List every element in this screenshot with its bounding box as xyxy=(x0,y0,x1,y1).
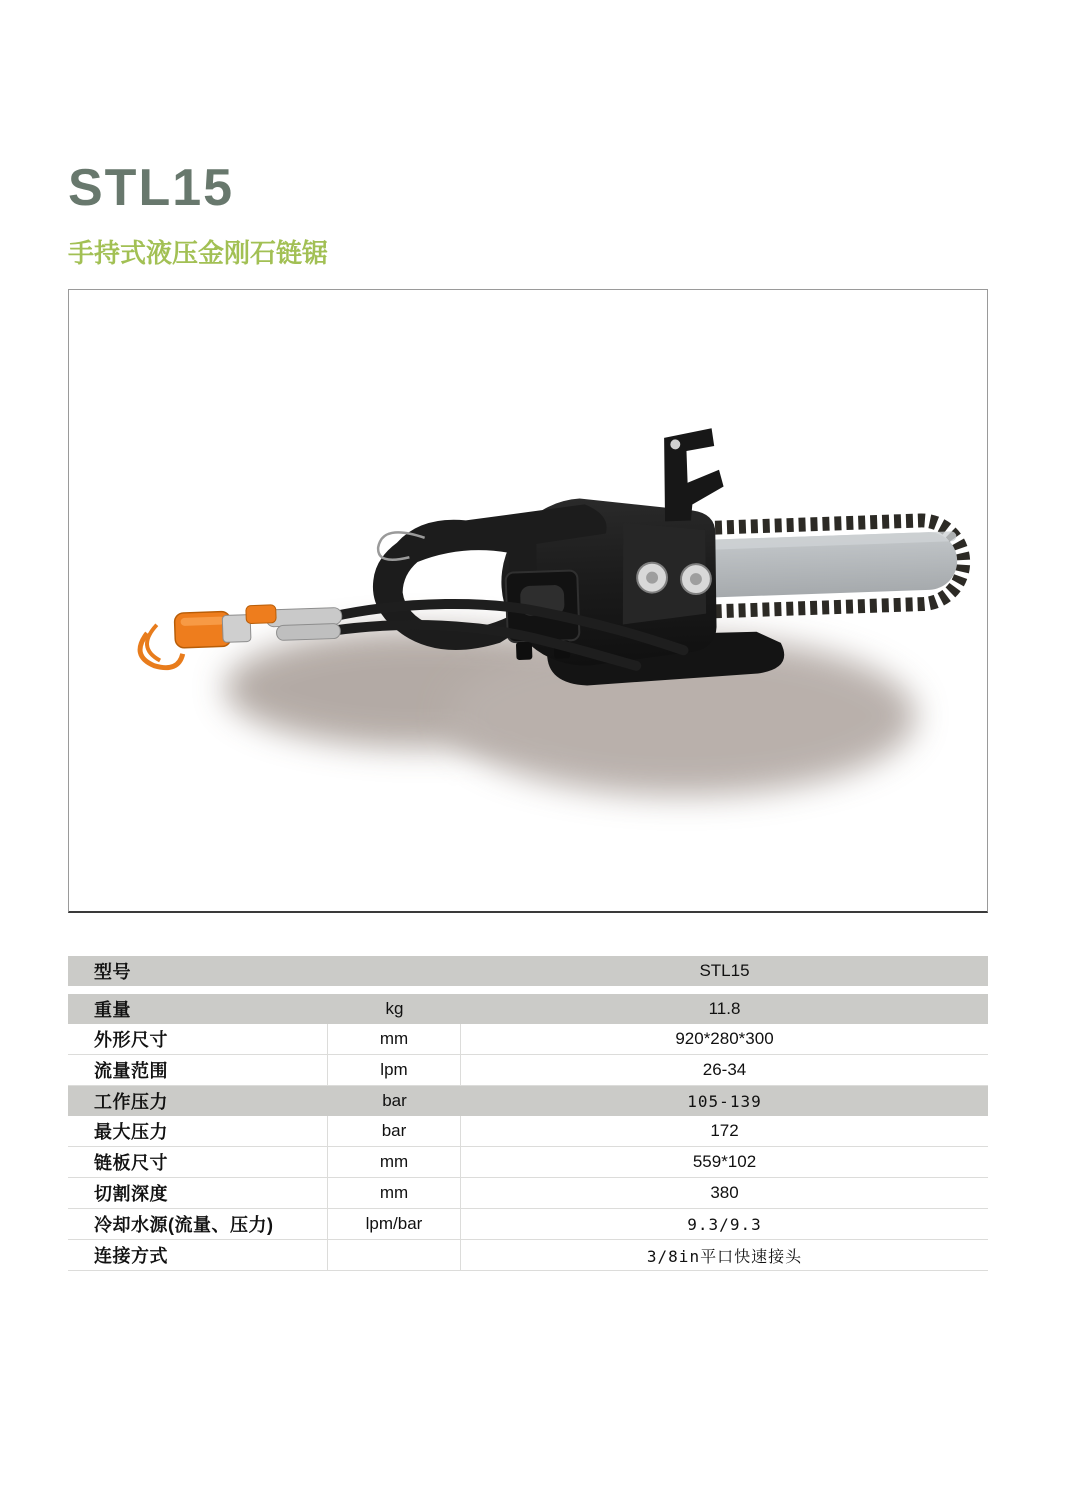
row-unit: mm xyxy=(328,1178,461,1208)
row-label: 流量范围 xyxy=(68,1055,328,1085)
table-row-dimensions xyxy=(68,1024,988,1055)
row-value: 380 xyxy=(710,1183,739,1202)
row-value: 26-34 xyxy=(702,1060,747,1079)
row-label: 重量 xyxy=(94,1000,131,1020)
row-unit xyxy=(328,1240,461,1270)
table-row-weight xyxy=(68,994,988,1024)
row-label: 最大压力 xyxy=(68,1116,328,1146)
row-value: 9.3/9.3 xyxy=(687,1214,762,1234)
table-row-bar-size xyxy=(68,1147,988,1178)
row-unit: kg xyxy=(385,999,404,1018)
row-label: 工作压力 xyxy=(94,1092,168,1112)
row-unit: mm xyxy=(328,1024,461,1054)
row-value: 172 xyxy=(710,1121,739,1140)
row-label: 连接方式 xyxy=(68,1240,328,1270)
table-row-flow-range xyxy=(68,1055,988,1086)
table-row-working-pressure xyxy=(68,1086,988,1116)
row-unit: mm xyxy=(328,1147,461,1177)
product-photo xyxy=(69,290,987,911)
hose-fittings xyxy=(266,607,343,640)
row-label: 切割深度 xyxy=(68,1178,328,1208)
row-unit: bar xyxy=(328,1116,461,1146)
row-label: 冷却水源(流量、压力) xyxy=(68,1209,328,1239)
table-row-cutting-depth xyxy=(68,1178,988,1209)
page-title: STL15 xyxy=(68,159,235,217)
row-value: 105-139 xyxy=(687,1091,762,1111)
product-image-frame xyxy=(68,289,988,913)
spec-table xyxy=(68,956,988,1271)
row-label: 型号 xyxy=(94,962,131,982)
row-value: 559*102 xyxy=(692,1152,757,1171)
row-unit xyxy=(328,956,461,986)
row-unit: lpm/bar xyxy=(328,1209,461,1239)
page-subtitle: 手持式液压金刚石链锯 xyxy=(68,238,329,268)
row-unit: lpm xyxy=(328,1055,461,1085)
row-value: 11.8 xyxy=(708,999,741,1018)
table-row-max-pressure xyxy=(68,1116,988,1147)
row-label: 链板尺寸 xyxy=(68,1147,328,1177)
row-value: STL15 xyxy=(699,961,750,980)
row-label: 外形尺寸 xyxy=(68,1024,328,1054)
top-bracket xyxy=(662,428,725,522)
row-unit: bar xyxy=(382,1091,407,1110)
table-row-cooling-water xyxy=(68,1209,988,1240)
row-value: 3/8in平口快速接头 xyxy=(646,1246,803,1266)
table-row-connection xyxy=(68,1240,988,1271)
table-row-model xyxy=(68,956,988,986)
row-value: 920*280*300 xyxy=(675,1029,774,1048)
